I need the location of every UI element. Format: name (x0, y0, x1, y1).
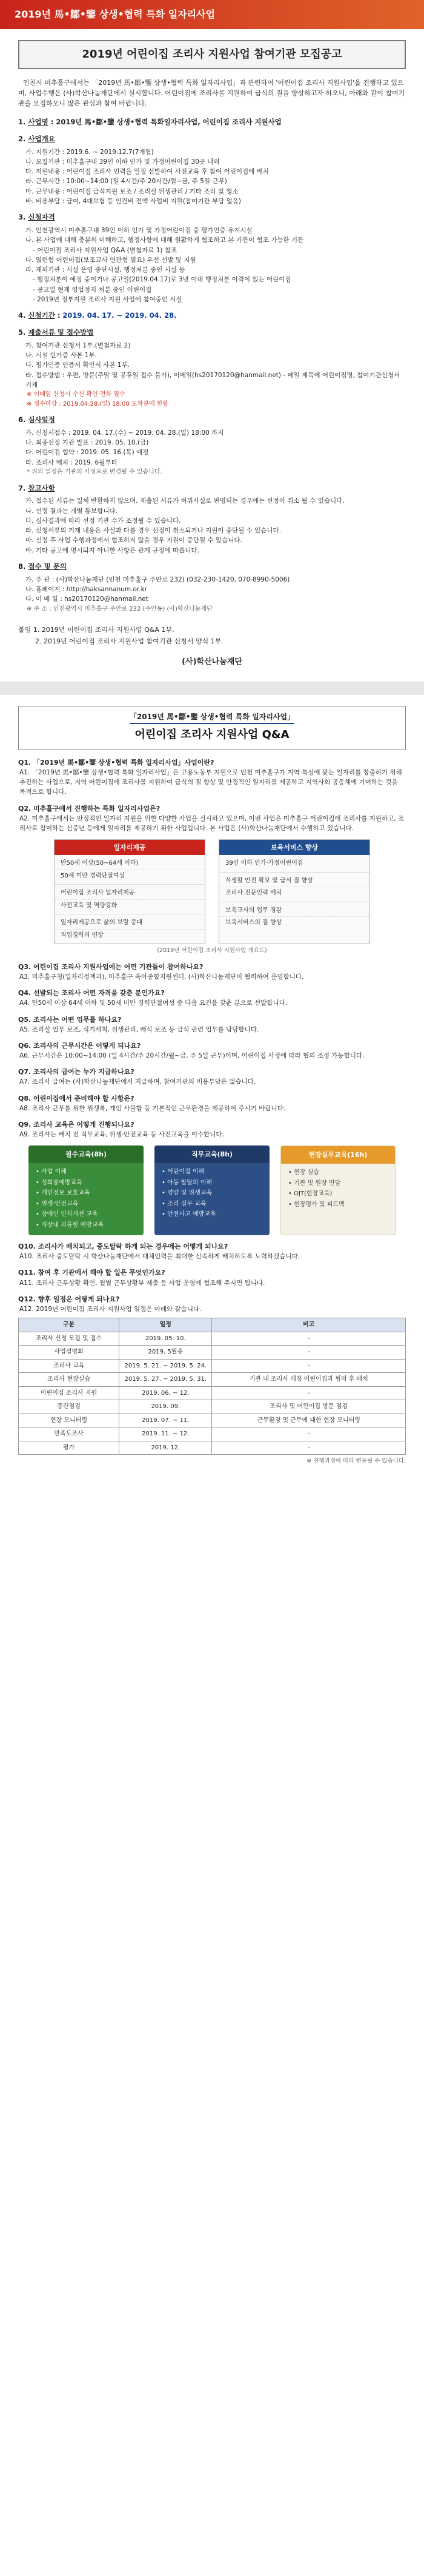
diagram-left-heading: 일자리제공 (55, 840, 205, 855)
table-row: 조리사 현장실습 2019. 5. 27. ~ 2019. 5. 31. 기관 내 조리사 매칭 어린이집과 협의 후 배치 (19, 1373, 406, 1387)
edu-box-job: 직무교육(8h) • 어린이집 이해 • 아동 발달의 이해 • 영양 및 위생교육 • 조리 실무 교육 • 안전사고 예방교육 (154, 1145, 270, 1235)
table-row: 어린이집 조리사 지원 2019. 06. ~ 12. - (19, 1386, 406, 1400)
question: Q5. 조리사는 어떤 업무를 하나요? (18, 1015, 122, 1024)
section-application-period: 4. 신청기간 : 2019. 04. 17. ~ 2019. 04. 28. (18, 311, 177, 320)
banner-title: 2019년 馬•鄒•鑒 상생•협력 특화 일자리사업 (15, 8, 215, 20)
question: Q2. 미추홀구에서 진행하는 특화 일자리사업은? (18, 804, 161, 813)
answer: A8. 조리사 근무를 위한 위생복, 개인 사물함 등 기본적인 근무환경을 제공하여 주시기 바랍니다. (19, 1104, 286, 1112)
education-boxes (18, 1145, 406, 1235)
qa-header (18, 706, 406, 750)
table-row: 만족도조사 2019. 11. ~ 12. - (19, 1427, 406, 1441)
question: Q8. 어린이집에서 준비해야 할 사항은? (18, 1094, 134, 1102)
overview-list: 가. 지원기간 : 2019.6. ~ 2019.12.7(7개월) 나. 모집기관 : 미추홀구내 39인 이하 인가 및 가정어린이집 30곳 내외 다. 지원내용 : 어린이집 조리사 인력을 일정 선발하여 사전교육 후 참여 어린이집에 배치 라. 근무시간 : 10:00~14:00 (일 4시간/주 20시간/월~금, 주 5일 근무) 마. 근무내용 : 어린이집 급식지원 보조 / 조리실 위생관리 / 기타 조리 및 청소 바. 비용부담 : 급여, 4대보험 등 인건비 전액 사업비 지원(참여기관 부담 없음) (25, 148, 269, 205)
question: Q9. 조리사 교육은 어떻게 진행되나요? (18, 1120, 134, 1129)
table-row: 중간점검 2019. 09. 조리사 및 어린이집 방문 점검 (19, 1400, 406, 1414)
diagram-right-box: 보육서비스 향상 39인 이하 인가·가정어린이집 식생활 안전 확보 및 급식 질 향상 조리사 전문인력 배치 보육교사의 업무 경감 보육서비스의 질 향상 (219, 839, 370, 944)
question: Q1. 「2019년 馬•鄒•鑒 상생•협력 특화 일자리사업」사업이란? (18, 758, 214, 766)
answer: A11. 조리사 근무상황 확인, 월별 근무상황부 제출 등 사업 운영에 협조해 주시면 됩니다. (19, 1279, 265, 1287)
edu-box-required: 필수교육(8h) • 사업 이해 • 성희롱예방교육 • 개인정보 보호교육 • 위생·안전교육 • 장애인 인식개선 교육 • 직장내 괴롭힘 예방교육 (28, 1145, 144, 1235)
diagram-right-heading: 보육서비스 향상 (219, 840, 369, 855)
notice-section (0, 29, 424, 668)
table-row: 조리사 교육 2019. 5. 21. ~ 2019. 5. 24. - (19, 1359, 406, 1373)
answer: A9. 조리사는 배치 전 직무교육, 위생·안전교육 등 사전교육을 이수합니다. (19, 1130, 224, 1138)
qa-tag: 「2019년 馬•鄒•鑒 상생•협력 특화 일자리사업」 (130, 711, 294, 724)
question: Q10. 조리사가 배치되고, 중도탈락 하게 되는 경우에는 어떻게 되나요? (18, 1243, 228, 1251)
section-contact-title: 8. 접수 및 문의 (18, 562, 67, 571)
section-documents-title: 5. 제출서류 및 접수방법 (18, 328, 94, 337)
notice-intro: 인천시 미추홀구에서는 「2019년 馬•鄒•鑒 상생•협력 특화 일자리사업」과 관련하여 '어린이집 조리사 지원사업'을 진행하고 있으며, 사업수행은 (사)학산나눔재단에서 실시합니다. 어린이집에 조리사를 지원하여 급식의 질을 향상하고자 하오니, 아래와 같이 참여기관을 모집하오니 많은 관심과 참여 바랍니다. (18, 78, 405, 107)
answer: A5. 조리실 업무 보조, 식기세척, 위생관리, 배식 보조 등 급식 관련 업무를 담당합니다. (19, 1025, 259, 1033)
table-row: 평가 2019. 12. - (19, 1441, 406, 1455)
section-eligibility-title: 3. 신청자격 (18, 213, 55, 222)
schedule-list: 가. 신청서접수 : 2019. 04. 17.(수) ~ 2019. 04. 28.(일) 18:00 까지 나. 최종선정 기관 발표 : 2019. 05. 10.(금) 다. 어린이집 협약 : 2019. 05. 16.(목) 예정 라. 조리사 배치 : 2019. 6월부터 * 위의 일정은 기관의 사정으로 변경될 수 있습니다. (25, 429, 224, 476)
answer: A1. 「2019년 馬•鄒•鑒 상생•협력 특화 일자리사업」은 고용노동부 지원으로 인천 미추홀구가 지역 특성에 맞는 일자리를 창출하기 위해 추진하는 사업으로, 지역 어린이집에 조리사를 지원하여 급식의 질 향상 및 안정적인 일자리를 제공하고 지역사회 공동체에 기여하는 것을 목적으로 합니다. (19, 768, 402, 796)
attachments: 붙임 1. 2019년 어린이집 조리사 지원사업 Q&A 1부. 2. 2019년 어린이집 조리사 지원사업 참여기관 신청서 양식 1부. (18, 626, 224, 646)
question: Q7. 조리사의 급여는 누가 지급하나요? (18, 1068, 134, 1076)
notice-title: 2019년 어린이집 조리사 지원사업 참여기관 모집공고 (18, 40, 406, 69)
overview-diagram (18, 839, 406, 944)
section-project-name: 1. 사업명 : 2019년 馬•鄒•鑒 상생•협력 특화일자리사업, 어린이집 조리사 지원사업 (18, 118, 282, 127)
email-link[interactable]: 다. 이 메 일 : hs20170120@hanmail.net (25, 595, 149, 603)
diagram-caption: (2019년 어린이집 조리사 지원사업 개요도) (157, 947, 267, 954)
section-divider (0, 682, 424, 695)
qa-section (0, 695, 424, 1466)
table-row: 현장 모니터링 2019. 07. ~ 11. 근무환경 및 근무에 대한 현장 모니터링 (19, 1414, 406, 1427)
question: Q4. 선발되는 조리사 어떤 자격을 갖춘 분인가요? (18, 989, 165, 998)
top-banner (0, 0, 424, 29)
answer: A4. 만50세 이상 64세 이하 및 50세 미만 경력단절여성 중 다음 요건을 갖춘 분으로 선발합니다. (19, 999, 288, 1007)
answer: A3. 미추홀구청(일자리정책과), 미추홀구 육아종합지원센터, (사)학산나눔재단이 협력하여 운영합니다. (19, 973, 304, 981)
table-row: 조리사 신청 모집 및 접수 2019. 05. 10. - (19, 1332, 406, 1346)
schedule-table (18, 1318, 406, 1455)
diagram-left-box: 일자리제공 만50세 이상(50~64세 이하) 50세 미만 경력단절여성 어린이집 조리사 일자리제공 사전교육 및 역량강화 일자리제공으로 삶의 보람 증대 직업경력의 연장 (54, 839, 205, 944)
contact-list: 가. 주 관 : (사)학산나눔재단 (인천 미추홀구 주안로 232) (032-230-1420, 070-8990-5006) 나. 홈페이지 : http://haksannanum.or.kr 다. 이 메 일 : hs20170120@hanmail.net ※ 주 소 : 인천광역시 미추홀구 주안로 232 (주안동) (사)학산나눔재단 (18, 575, 406, 614)
section-overview-title: 2. 사업개요 (18, 134, 55, 143)
eligibility-list: 가. 인천광역시 미추홀구내 39인 이하 인가 및 가정어린이집 중 평가인증 유지시설 나. 본 사업에 대해 충분히 이해하고, 행정사항에 대해 원활하게 협조하고 본 기관이 협조 가능한 기관 - 어린이집 조리사 지원사업 Q&A (별첨자료 1) 참조 다. 열린형 어린이집(보조교사 연관형 필요) 우선 선발 및 지원 라. 제외기관 : 시설 운영 중단시설, 행정처분 중인 시설 등 - 행정처분이 예정 중이거나 공고일(2019.04.17)로 3년 이내 행정처분 이력이 있는 어린이집 - 공고일 현재 영업정지 처분 중인 어린이집 - 2019년 정부지원 조리사 지원 사업에 참여중인 시설 (25, 227, 304, 303)
table-header-row: 구분 일정 비고 (19, 1318, 406, 1332)
table-footnote: ※ 진행과정에 따라 변동될 수 있습니다. (306, 1458, 406, 1465)
answer: A7. 조리사 급여는 (사)학산나눔재단에서 지급하며, 참여기관의 비용부담은 없습니다. (19, 1078, 256, 1086)
answer: A2. 미추홀구에서는 안정적인 일자리 지원을 위한 다양한 사업을 실시하고 있으며, 이번 사업은 미추홀구 어린이집에 조리사를 지원하고, 조리사로 참여하는 신중년 등에게 일자리를 제공하기 위한 사업입니다. 본 사업은 (사)학산나눔재단에서 수행하고 있습니다. (19, 814, 405, 832)
answer: A10. 조리사 중도탈락 시 학산나눔재단에서 대체인력을 최대한 신속하게 배치하도록 노력하겠습니다. (19, 1253, 300, 1261)
question: Q3. 어린이집 조리사 지원사업에는 어떤 기관들이 참여하나요? (18, 962, 204, 971)
documents-list: 가. 참여기관 신청서 1부.(별첨자료 2) 나. 시설 인가증 사본 1부. 다. 평가인증 인증서 확인서 사본 1부. 라. 접수방법 : 우편, 방문(주말 및 공휴일 접수 불가), 이메일(hs20170120@hanmail.net) - 메일 제목에 어린이집명, 참여기관신청서 기재 ※ 이메일 신청시 수신 확인 전화 필수 ※ 접수마감 : 2019.04.28.(일) 18:00 도착분에 한함 (25, 341, 400, 408)
question: Q11. 참여 후 기관에서 해야 할 일은 무엇인가요? (18, 1269, 165, 1277)
signature: (사)학산나눔재단 (182, 657, 242, 667)
answer: A6. 근무시간은 10:00~14:00 (일 4시간/주 20시간/월~금, 주 5일 근무)이며, 어린이집 사정에 따라 협의 조정 가능합니다. (19, 1052, 365, 1059)
qa-title: 어린이집 조리사 지원사업 Q&A (134, 728, 290, 741)
section-schedule-title: 6. 심사일정 (18, 415, 55, 424)
homepage-link[interactable]: 나. 홈페이지 : http://haksannanum.or.kr (25, 586, 147, 593)
answer: A12. 2019년 어린이집 조리사 지원사업 일정은 아래와 같습니다. (19, 1305, 202, 1313)
table-row: 사업설명회 2019. 5월중 - (19, 1346, 406, 1360)
section-notes-title: 7. 참고사항 (18, 483, 55, 492)
question: Q12. 향후 일정은 어떻게 되나요? (18, 1295, 120, 1303)
question: Q6. 조리사의 근무시간은 어떻게 되나요? (18, 1041, 141, 1050)
notes-list: 가. 접수된 서류는 일체 반환하지 않으며, 제출된 서류가 허위사실로 판명되는 경우에는 선정이 취소 될 수 있습니다. 나. 선정 결과는 개별 통보합니다. 다. 심사결과에 따라 선정 기관 수가 조정될 수 있습니다. 라. 신청서류의 기재 내용은 사실과 다를 경우 선정이 취소되거나 지원이 중단될 수 있습니다. 마. 선정 후 사업 수행과정에서 협조하지 않을 경우 지원이 중단될 수 있습니다. 바. 기타 공고에 명시되지 아니한 사항은 관계 규정에 따릅니다. (25, 497, 345, 554)
edu-box-field: 현장실무교육(16h) • 현장 실습 • 기관 및 원장 면담 • OJT(현장교육) • 현장평가 및 피드백 (280, 1145, 396, 1235)
